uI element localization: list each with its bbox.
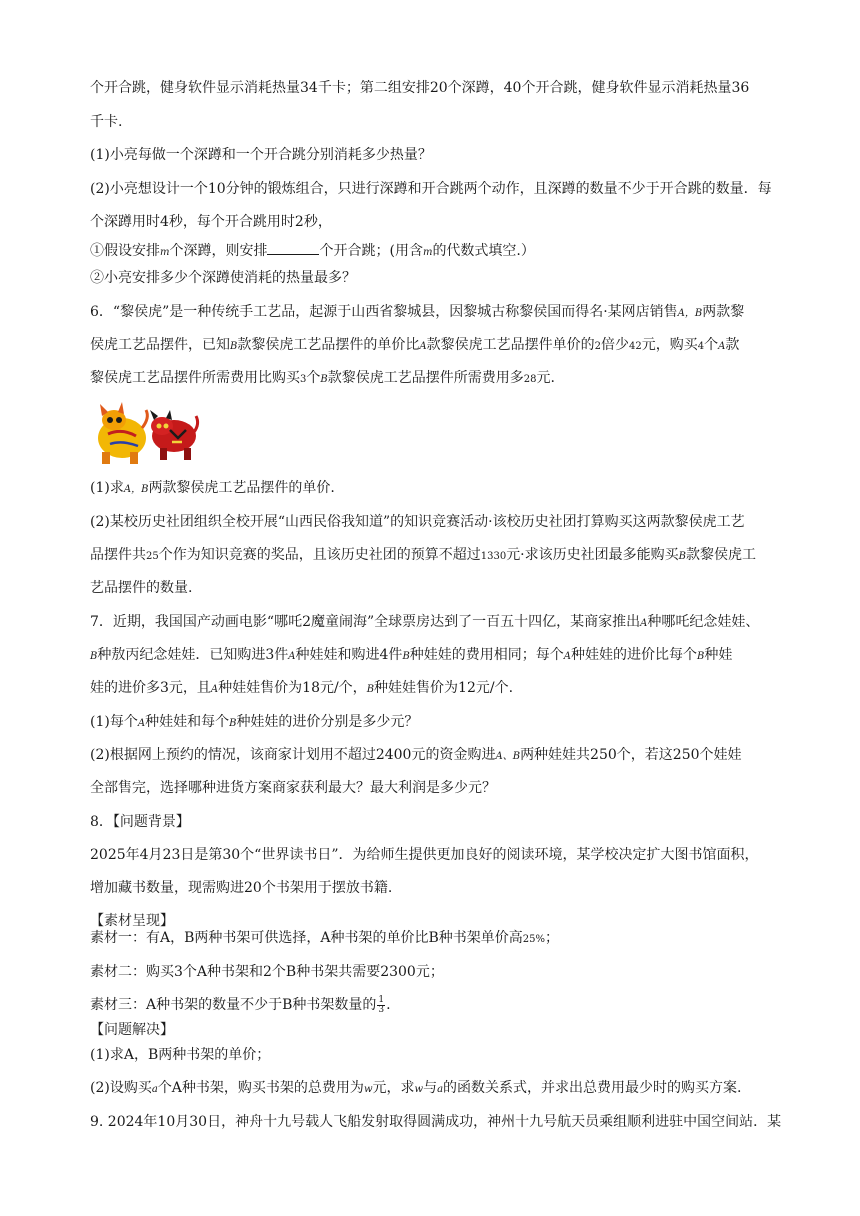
- text-line: B种敖丙纪念娃娃．已知购进3件A种娃娃和购进4件B种娃娃的费用相同；每个A种娃娃的进价比每个B种娃: [90, 647, 733, 663]
- question-6-part-1: (1)求A，B两款黎侯虎工艺品摆件的单价.: [90, 480, 335, 496]
- section-heading: 【素材呈现】: [90, 913, 174, 929]
- question-9-intro: 9. 2024年10月30日，神舟十九号载人飞船发射取得圆满成功，神州十九号航天员乘组顺利进驻中国空间站．某: [90, 1114, 782, 1130]
- text-line: 艺品摆件的数量.: [90, 580, 193, 596]
- question-6-intro: 6．“黎侯虎”是一种传统手工艺品，起源于山西省黎城县，因黎城古称黎侯国而得名·某网店销售A，B两款黎: [90, 304, 745, 320]
- text-line: 全部售完，选择哪种进货方案商家获利最大？最大利润是多少元？: [90, 780, 496, 796]
- text-line: 增加藏书数量，现需购进20个书架用于摆放书籍.: [90, 880, 393, 896]
- question-8-part-1: (1)求A，B两种书架的单价；: [90, 1047, 271, 1063]
- section-heading: 【问题解决】: [90, 1022, 174, 1038]
- question-7-part-2: (2)根据网上预约的情况，该商家计划用不超过2400元的资金购进A、B两种娃娃共250个，若这250个娃娃: [90, 747, 742, 763]
- tiger-crafts-image: [92, 398, 202, 470]
- question-6-part-2: (2)某校历史社团组织全校开展“山西民俗我知道”的知识竞赛活动·该校历史社团打算购买这两款黎侯虎工艺: [90, 514, 745, 530]
- material-1: 素材一：有A，B两种书架可供选择，A种书架的单价比B种书架单价高25%；: [90, 930, 560, 946]
- text-line: 侯虎工艺品摆件，已知B款黎侯虎工艺品摆件的单价比A款黎侯虎工艺品摆件单价的2倍少42元，购买4个A款: [90, 337, 740, 353]
- question-5-subpart-2: ②小亮安排多少个深蹲使消耗的热量最多？: [90, 270, 356, 286]
- question-5-part-1: (1)小亮每做一个深蹲和一个开合跳分别消耗多少热量？: [90, 147, 432, 163]
- question-5-part-2: (2)小亮想设计一个10分钟的锻炼组合，只进行深蹲和开合跳两个动作，且深蹲的数量不少于开合跳的数量．每: [90, 181, 772, 197]
- text-line: 娃的进价多3元，且A种娃娃售价为18元/个，B种娃娃售价为12元/个.: [90, 680, 514, 696]
- text-line: 黎侯虎工艺品摆件所需费用比购买3个B款黎侯虎工艺品摆件所需费用多28元.: [90, 370, 555, 386]
- text-line: 个深蹲用时4秒，每个开合跳用时2秒，: [90, 214, 332, 230]
- material-2: 素材二：购买3个A种书架和2个B种书架共需要2300元；: [90, 964, 444, 980]
- question-7-intro: 7．近期，我国国产动画电影“哪吒2魔童闹海”全球票房达到了一百五十四亿，某商家推出A种哪吒纪念娃娃、: [90, 614, 760, 630]
- question-8-heading: 8．【问题背景】: [90, 814, 190, 830]
- material-3: 素材三：A种书架的数量不少于B种书架数量的 $\frac{1}{3}$ .: [90, 994, 391, 1015]
- question-5-subpart-1: ①假设安排m个深蹲，则安排 个开合跳；(用含m的代数式填空.）: [90, 240, 788, 263]
- answer-blank[interactable]: [267, 240, 319, 255]
- question-7-part-1: (1)每个A种娃娃和每个B种娃娃的进价分别是多少元？: [90, 714, 419, 730]
- question-8-part-2: (2)设购买a个A种书架，购买书架的总费用为w元，求w与a的函数关系式，并求出总费用最少时的购买方案.: [90, 1080, 742, 1096]
- fraction: $\frac{1}{3}$: [378, 994, 385, 1015]
- text-line: 千卡.: [90, 114, 123, 130]
- text-line: 2025年4月23日是第30个“世界读书日”．为给师生提供更加良好的阅读环境，某学校决定扩大图书馆面积，: [90, 847, 759, 863]
- text-line: 个开合跳，健身软件显示消耗热量34千卡；第二组安排20个深蹲，40个开合跳，健身软件显示消耗热量36: [90, 80, 750, 96]
- text-line: 品摆件共25个作为知识竞赛的奖品，且该历史社团的预算不超过1330元·求该历史社团最多能购买B款黎侯虎工: [90, 547, 756, 563]
